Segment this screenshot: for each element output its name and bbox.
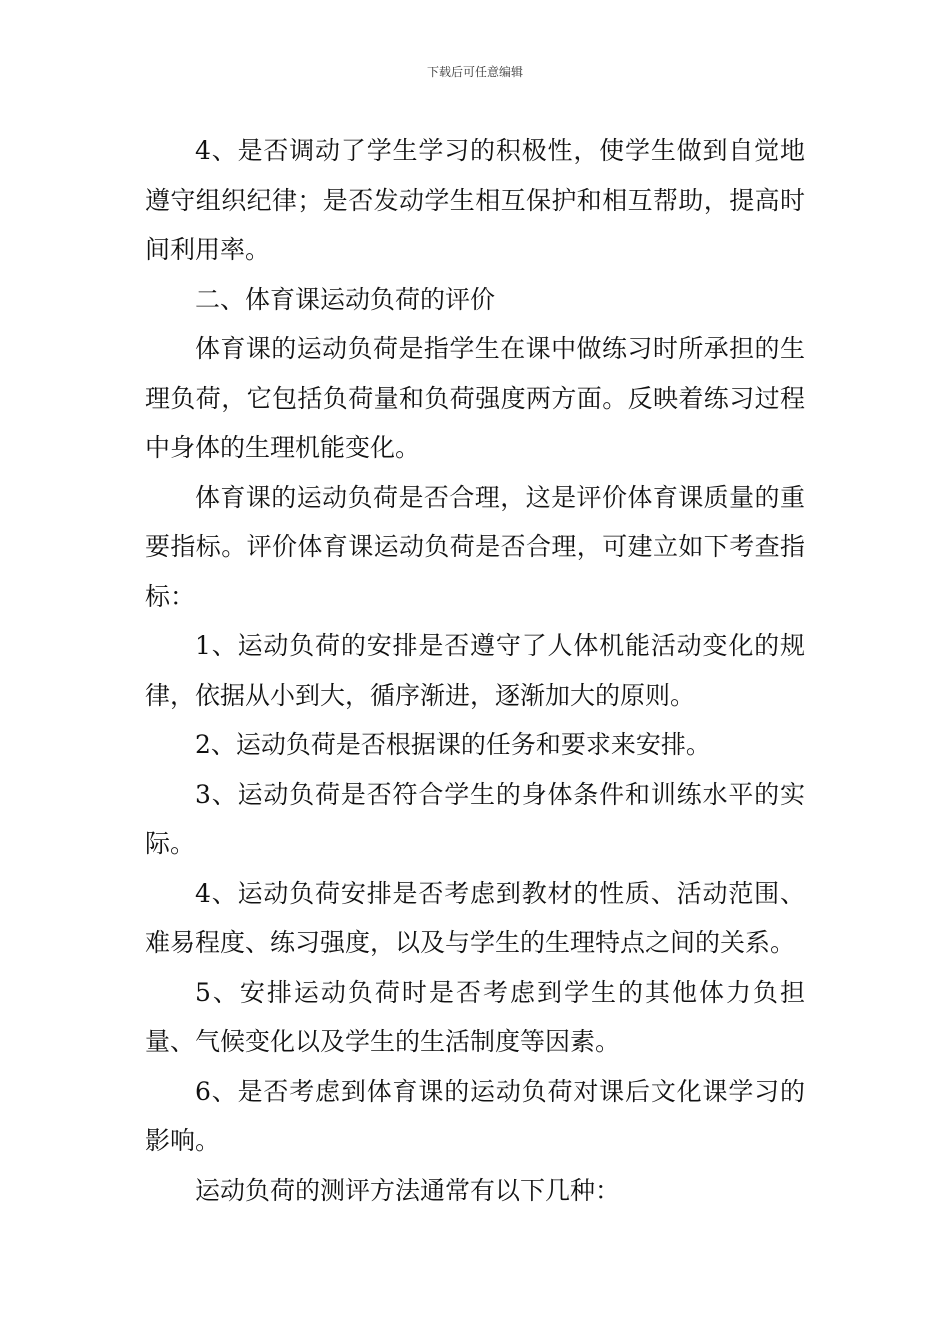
paragraph-indicator-3: 3、运动负荷是否符合学生的身体条件和训练水平的实际。 (145, 779, 805, 858)
section-heading-load-evaluation: 二、体育课运动负荷的评价 (195, 284, 496, 314)
paragraph-load-indicators-intro: 体育课的运动负荷是否合理，这是评价体育课质量的重要指标。评价体育课运动负荷是否合理，可建立如下考查指标： (145, 482, 805, 611)
paragraph-indicator-4: 4、运动负荷安排是否考虑到教材的性质、活动范围、难易程度、练习强度，以及与学生的生理特点之间的关系。 (145, 878, 805, 957)
paragraph-item-4-class-engagement: 4、是否调动了学生学习的积极性，使学生做到自觉地遵守组织纪律；是否发动学生相互保护和相互帮助，提高时间利用率。 (145, 136, 805, 264)
document-body (145, 126, 805, 1215)
paragraph-load-definition: 体育课的运动负荷是指学生在课中做练习时所承担的生理负荷，它包括负荷量和负荷强度两方面。反映着练习过程中身体的生理机能变化。 (145, 334, 805, 462)
paragraph-indicator-2: 2、运动负荷是否根据课的任务和要求来安排。 (195, 730, 711, 759)
paragraph-indicator-5: 5、安排运动负荷时是否考虑到学生的其他体力负担量、气候变化以及学生的生活制度等因素。 (145, 977, 805, 1056)
paragraph-measurement-methods: 运动负荷的测评方法通常有以下几种： (195, 1175, 621, 1205)
paragraph-indicator-6: 6、是否考虑到体育课的运动负荷对课后文化课学习的影响。 (145, 1076, 805, 1155)
page-header-note: 下载后可任意编辑 (426, 65, 523, 79)
paragraph-indicator-1: 1、运动负荷的安排是否遵守了人体机能活动变化的规律，依据从小到大，循序渐进，逐渐加大的原则。 (145, 631, 805, 710)
